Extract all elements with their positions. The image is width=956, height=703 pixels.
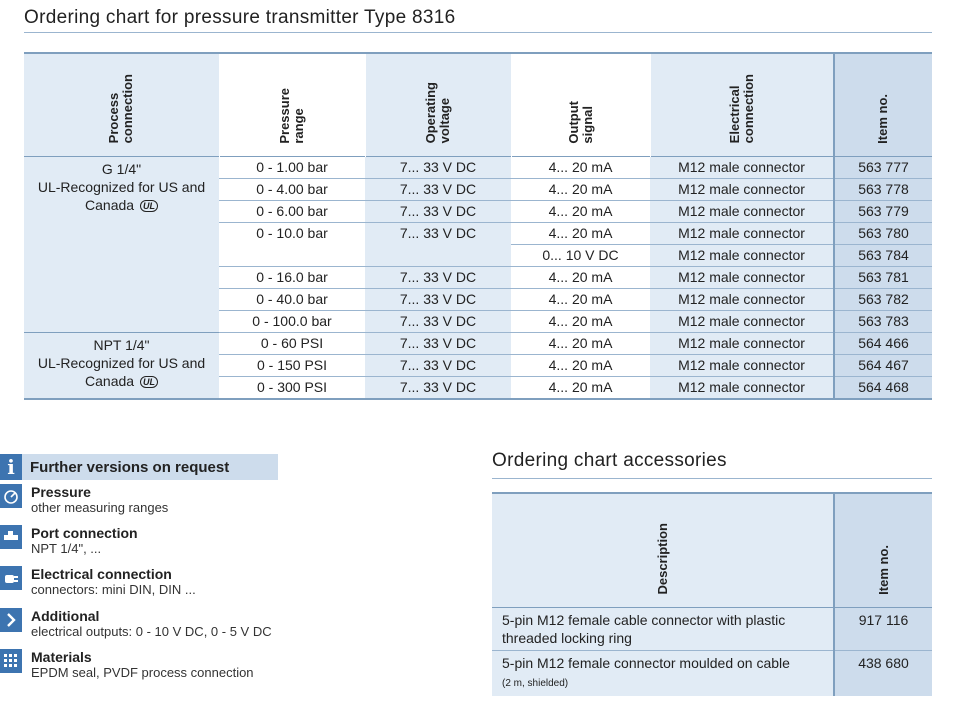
electrical-connection-cell: M12 male connector xyxy=(650,288,834,310)
accessory-description-cell: 5-pin M12 female connector moulded on cable (2 m, shielded) xyxy=(492,650,834,696)
output-signal-cell: 4... 20 mA xyxy=(511,222,650,244)
item-number-cell: 563 782 xyxy=(834,288,932,310)
item-number-cell: 563 777 xyxy=(834,156,932,178)
chevron-right-icon xyxy=(0,608,22,632)
header-pressure-range: Pressure range xyxy=(219,54,365,156)
further-version-item xyxy=(0,484,450,520)
pressure-range-cell: 0 - 1.00 bar xyxy=(219,156,365,178)
item-number-cell: 563 780 xyxy=(834,222,932,244)
further-version-desc: electrical outputs: 0 - 10 V DC, 0 - 5 V DC xyxy=(31,624,272,639)
title-rule xyxy=(24,32,932,33)
pressure-range-cell: 0 - 40.0 bar xyxy=(219,288,365,310)
item-number-cell: 564 466 xyxy=(834,332,932,354)
process-connection-cell: G 1/4" UL-Recognized for US and Canada UL xyxy=(24,156,219,332)
item-number-cell: 564 468 xyxy=(834,376,932,398)
further-version-item xyxy=(0,566,450,602)
further-versions-title: Further versions on request xyxy=(30,458,230,476)
pressure-gauge-icon xyxy=(0,484,22,508)
header-operating-voltage: Operating voltage xyxy=(365,54,511,156)
header-output-signal: Output signal xyxy=(511,54,650,156)
electrical-connection-cell: M12 male connector xyxy=(650,244,834,266)
table-row xyxy=(24,332,932,354)
pressure-range-cell xyxy=(219,244,365,266)
electrical-connection-cell: M12 male connector xyxy=(650,332,834,354)
electrical-connection-cell: M12 male connector xyxy=(650,310,834,332)
accessories-header-row xyxy=(492,494,932,607)
info-icon: i xyxy=(0,454,22,480)
accessories-title: Ordering chart accessories xyxy=(492,450,727,471)
further-version-desc: connectors: mini DIN, DIN ... xyxy=(31,582,196,597)
operating-voltage-cell: 7... 33 V DC xyxy=(365,332,511,354)
item-number-cell: 563 778 xyxy=(834,178,932,200)
further-version-name: Materials xyxy=(31,649,92,665)
header-item-no: Item no. xyxy=(834,54,932,156)
accessory-item-number-cell: 438 680 xyxy=(834,650,932,696)
output-signal-cell: 4... 20 mA xyxy=(511,266,650,288)
pressure-range-cell: 0 - 300 PSI xyxy=(219,376,365,398)
ul-recognized-mark-icon: UL xyxy=(140,200,158,212)
operating-voltage-cell xyxy=(365,244,511,266)
further-versions-header xyxy=(0,454,278,480)
header-electrical-connection: Electrical connection xyxy=(650,54,834,156)
electrical-connection-cell: M12 male connector xyxy=(650,354,834,376)
output-signal-cell: 4... 20 mA xyxy=(511,178,650,200)
output-signal-cell: 0... 10 V DC xyxy=(511,244,650,266)
operating-voltage-cell: 7... 33 V DC xyxy=(365,288,511,310)
output-signal-cell: 4... 20 mA xyxy=(511,310,650,332)
item-number-cell: 563 781 xyxy=(834,266,932,288)
electrical-connection-cell: M12 male connector xyxy=(650,156,834,178)
output-signal-cell: 4... 20 mA xyxy=(511,332,650,354)
accessories-table xyxy=(492,492,932,688)
output-signal-cell: 4... 20 mA xyxy=(511,156,650,178)
further-version-desc: EPDM seal, PVDF process connection xyxy=(31,665,254,680)
ordering-table xyxy=(24,52,932,400)
operating-voltage-cell: 7... 33 V DC xyxy=(365,156,511,178)
pressure-range-cell: 0 - 10.0 bar xyxy=(219,222,365,244)
further-version-name: Electrical connection xyxy=(31,566,172,582)
pressure-range-cell: 0 - 6.00 bar xyxy=(219,200,365,222)
electrical-connection-cell: M12 male connector xyxy=(650,200,834,222)
further-version-item xyxy=(0,649,450,685)
output-signal-cell: 4... 20 mA xyxy=(511,200,650,222)
table-row xyxy=(24,156,932,178)
electrical-connection-cell: M12 male connector xyxy=(650,222,834,244)
pipe-port-icon xyxy=(0,525,22,549)
item-number-cell: 563 783 xyxy=(834,310,932,332)
header-description: Description xyxy=(492,494,834,607)
item-number-cell: 563 779 xyxy=(834,200,932,222)
header-process-connection: Process connection xyxy=(24,54,219,156)
operating-voltage-cell: 7... 33 V DC xyxy=(365,222,511,244)
further-version-item xyxy=(0,525,450,561)
item-number-cell: 563 784 xyxy=(834,244,932,266)
further-version-name: Port connection xyxy=(31,525,138,541)
item-number-cell: 564 467 xyxy=(834,354,932,376)
pressure-range-cell: 0 - 100.0 bar xyxy=(219,310,365,332)
operating-voltage-cell: 7... 33 V DC xyxy=(365,200,511,222)
operating-voltage-cell: 7... 33 V DC xyxy=(365,310,511,332)
pressure-range-cell: 0 - 60 PSI xyxy=(219,332,365,354)
header-accessory-item-no: Item no. xyxy=(834,494,932,607)
pressure-range-cell: 0 - 4.00 bar xyxy=(219,178,365,200)
accessory-item-number-cell: 917 116 xyxy=(834,607,932,650)
accessories-rule xyxy=(492,478,932,479)
page-title: Ordering chart for pressure transmitter Type 8316 xyxy=(24,7,456,28)
further-version-desc: NPT 1/4", ... xyxy=(31,541,102,556)
further-version-item xyxy=(0,608,450,644)
further-version-desc: other measuring ranges xyxy=(31,500,169,515)
output-signal-cell: 4... 20 mA xyxy=(511,354,650,376)
operating-voltage-cell: 7... 33 V DC xyxy=(365,354,511,376)
table-header-row xyxy=(24,54,932,156)
electrical-connection-cell: M12 male connector xyxy=(650,178,834,200)
process-connection-cell: NPT 1/4" UL-Recognized for US and Canada UL xyxy=(24,332,219,398)
output-signal-cell: 4... 20 mA xyxy=(511,376,650,398)
material-grid-icon xyxy=(0,649,22,673)
operating-voltage-cell: 7... 33 V DC xyxy=(365,376,511,398)
accessory-row xyxy=(492,650,932,696)
accessory-description-cell: 5-pin M12 female cable connector with plastic threaded locking ring xyxy=(492,607,834,650)
electrical-connection-cell: M12 male connector xyxy=(650,266,834,288)
accessory-row xyxy=(492,607,932,650)
operating-voltage-cell: 7... 33 V DC xyxy=(365,178,511,200)
plug-icon xyxy=(0,566,22,590)
operating-voltage-cell: 7... 33 V DC xyxy=(365,266,511,288)
further-version-name: Additional xyxy=(31,608,100,624)
further-version-name: Pressure xyxy=(31,484,91,500)
pressure-range-cell: 0 - 16.0 bar xyxy=(219,266,365,288)
ul-recognized-mark-icon: UL xyxy=(140,376,158,388)
output-signal-cell: 4... 20 mA xyxy=(511,288,650,310)
electrical-connection-cell: M12 male connector xyxy=(650,376,834,398)
pressure-range-cell: 0 - 150 PSI xyxy=(219,354,365,376)
